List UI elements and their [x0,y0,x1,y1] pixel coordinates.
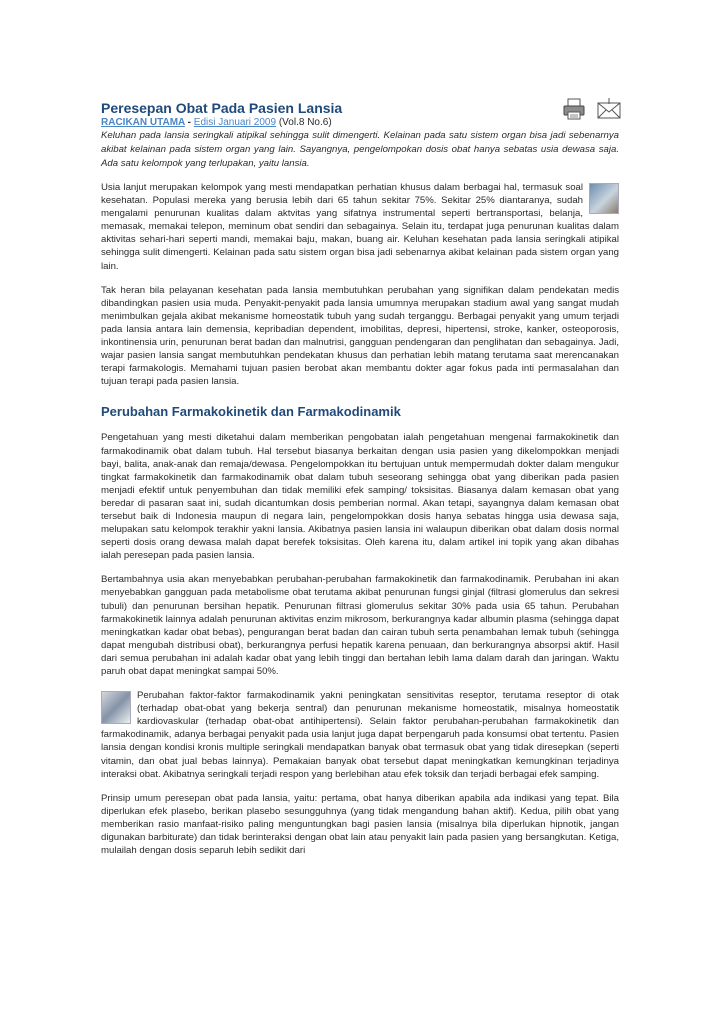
volume-label: (Vol.8 No.6) [276,117,332,128]
article-tools [563,98,621,120]
paragraph: Pengetahuan yang mesti diketahui dalam memberikan pengobatan ialah pengetahuan mengenai farmakokinetik dan farmakodinamik obat dalam tubuh. Hal tersebut biasanya berkaitan dengan usia pasien yang dikelompokkan menjadi bayi, balita, anak-anak dan remaja/dewasa. Pengelompokkan itu bertujuan untuk mempermudah dokter dalam mengukur tingkat farmakokinetik dan farmakodinamik obat dalam tubuh seseorang sehingga obat yang diberikan pada pasien menjadi efektif untuk penyembuhan dan tidak memiliki efek samping/ toksisitas. Biasanya dalam kemasan obat yang beredar di pasaran saat ini, sudah dicantumkan dosis pemberian normal. Akan tetapi, sayangnya dalam kemasan obat tersebut baik di Indonesia maupun di negara lain, pengelompokkan dosis hanya sebatas hingga usia dewasa saja, melupakan satu kelompok terakhir yakni lansia. Akibatnya pasien lansia ini walaupun diberikan obat dalam dosis normal seperti dosis orang dewasa malah dapat berefek toksisitas. Oleh karena itu, dalam artikel ini topik yang akan dibahas ialah peresepan pada pasien lansia. [101,432,619,562]
edition-link[interactable]: Edisi Januari 2009 [193,117,277,128]
paragraph: Perubahan faktor-faktor farmakodinamik yakni peningkatan sensitivitas reseptor, terutama reseptor di otak (terhadap obat-obat yang bekerja sentral) dan penurunan mekanisme homeostatik, misalnya homeostatik kardiovaskular (terhadap obat-obat antihipertensi). Selain faktor perubahan-perubahan farmakokinetik dan farmakodinamik, adanya berbagai penyakit pada usia lanjut juga dapat berpengaruh pada konsumsi obat tertentu. Pasien lansia dengan kondisi kronis multiple seringkali mendapatkan banyak obat termasuk obat yang tidak diresepkan (seperti vitamin, dan obat jual bebas lainnya). Pemakaian banyak obat tersebut dapat meningkatkan kemungkinan terjadinya interaksi obat. Akibatnya seringkali terjadi respon yang berlebihan atau efek toksik dan terjadi berbagai efek samping. [101,690,619,780]
paragraph: Bertambahnya usia akan menyebabkan perubahan-perubahan farmakokinetik dan farmakodinamik. Perubahan ini akan menyebabkan gangguan pada metabolisme obat terutama akibat penurunan fungsi ginjal (filtrasi glomerulus dan sekresi tubuli) dan penurunan bersihan hepatik. Penurunan filtrasi glomerulus sekitar 30% pada usia 65 tahun. Perubahan farmakokinetik lainnya adalah penurunan aktivitas enzim mikrosom, berkurangnya kadar albumin plasma (sehingga dapat meningkatkan kadar obat bebas), pengurangan berat badan dan cairan tubuh serta penambahan lemak tubuh (sehingga dapat mengubah distribusi obat), berkurangnya perfusi hepatik karena penuaan, dan berkurangnya absorpsi aktif. Hasil dari semua perubahan ini adalah kadar obat yang lebih tinggi dan bertahan lebih lama dalam darah dan jaringan. Waktu paruh obat dapat meningkat sampai 50%. [101,574,619,677]
paragraph: Tak heran bila pelayanan kesehatan pada lansia membutuhkan perubahan yang signifikan dalam pendekatan medis dibandingkan pasien usia muda. Penyakit-penyakit pada lansia umumnya merupakan stadium awal yang sangat mudah menimbulkan gejala akibat mekanisme homeostatik tubuh yang sudah terganggu. Berbagai penyakit yang umum terjadi pada lansia antara lain demensia, kepribadian dependent, imobilitas, depresi, hipertensi, stroke, kanker, osteoporosis, inkontinensia urin, penurunan berat badan dan malnutrisi, gangguan pendengaran dan penglihatan dan sebagainya. Jadi, wajar pasien lansia sangat membutuhkan pendekatan khusus dan perhatian lebih matang terutama saat merencanakan terapi farmakologis. Memahami tujuan pasien berobat akan membantu dokter agar fokus pada inti permasalahan dan tujuan terapi pada pasien lansia. [101,284,619,388]
category-link[interactable]: RACIKAN UTAMA [101,117,185,128]
section-heading: Perubahan Farmakokinetik dan Farmakodinamik [101,404,401,420]
email-icon[interactable] [597,98,621,120]
article [101,100,619,868]
article-meta [101,117,619,129]
article-title: Peresepan Obat Pada Pasien Lansia [101,100,343,116]
elderly-patient-image [589,183,619,214]
paragraph: Prinsip umum peresepan obat pada lansia, yaitu: pertama, obat hanya diberikan apabila ada indikasi yang tepat. Bila diperlukan efek plasebo, berikan plasebo sesungguhnya (yang tidak mengandung bahan aktif). Kedua, pilih obat yang memberikan rasio manfaat-risiko paling menguntungkan bagi pasien lansia (misalnya bila diperlukan hipnotik, jangan digunakan barbiturate) dan tidak berinteraksi dengan obat lain atau penyakit lain pada pasien yang bersangkutan. Ketiga, mulailah dengan dosis separuh lebih sedikit dari [101,792,619,857]
meta-separator: - [184,117,194,128]
print-icon[interactable] [563,98,585,120]
medication-image [101,691,131,724]
paragraph: Usia lanjut merupakan kelompok yang mesti mendapatkan perhatian khusus dalam berbagai hal, termasuk soal kesehatan. Populasi mereka yang berusia lebih dari 65 tahun sekitar 75%. Sekitar 25% diantaranya, sudah mengalami penurunan kualitas dalam aktvitas yang sifatnya instrumental seperti bertransportasi, belanja, memasak, memakai telepon, meminum obat sendiri dan sebagainya. Selain itu, terdapat juga penurunan kualitas dalam aktivitas sehari-hari seperti mandi, memakai baju, makan, buang air. Keluhan kesehatan pada lansia seringkali atipikal sehingga sulit dimengerti. Kelainan pada satu sistem organ bisa jadi sebenarnya akibat kelainan pada sistem organ yang lain. [101,182,619,272]
article-lead: Keluhan pada lansia seringkali atipikal sehingga sulit dimengerti. Kelainan pada satu sistem organ bisa jadi sebenarnya akibat kelainan pada sistem organ yang lain. Sayangnya, pengelompokan dosis obat hanya sebatas usia dewasa saja. Ada satu kelompok yang terlupakan, yaitu lansia. [101,130,619,169]
